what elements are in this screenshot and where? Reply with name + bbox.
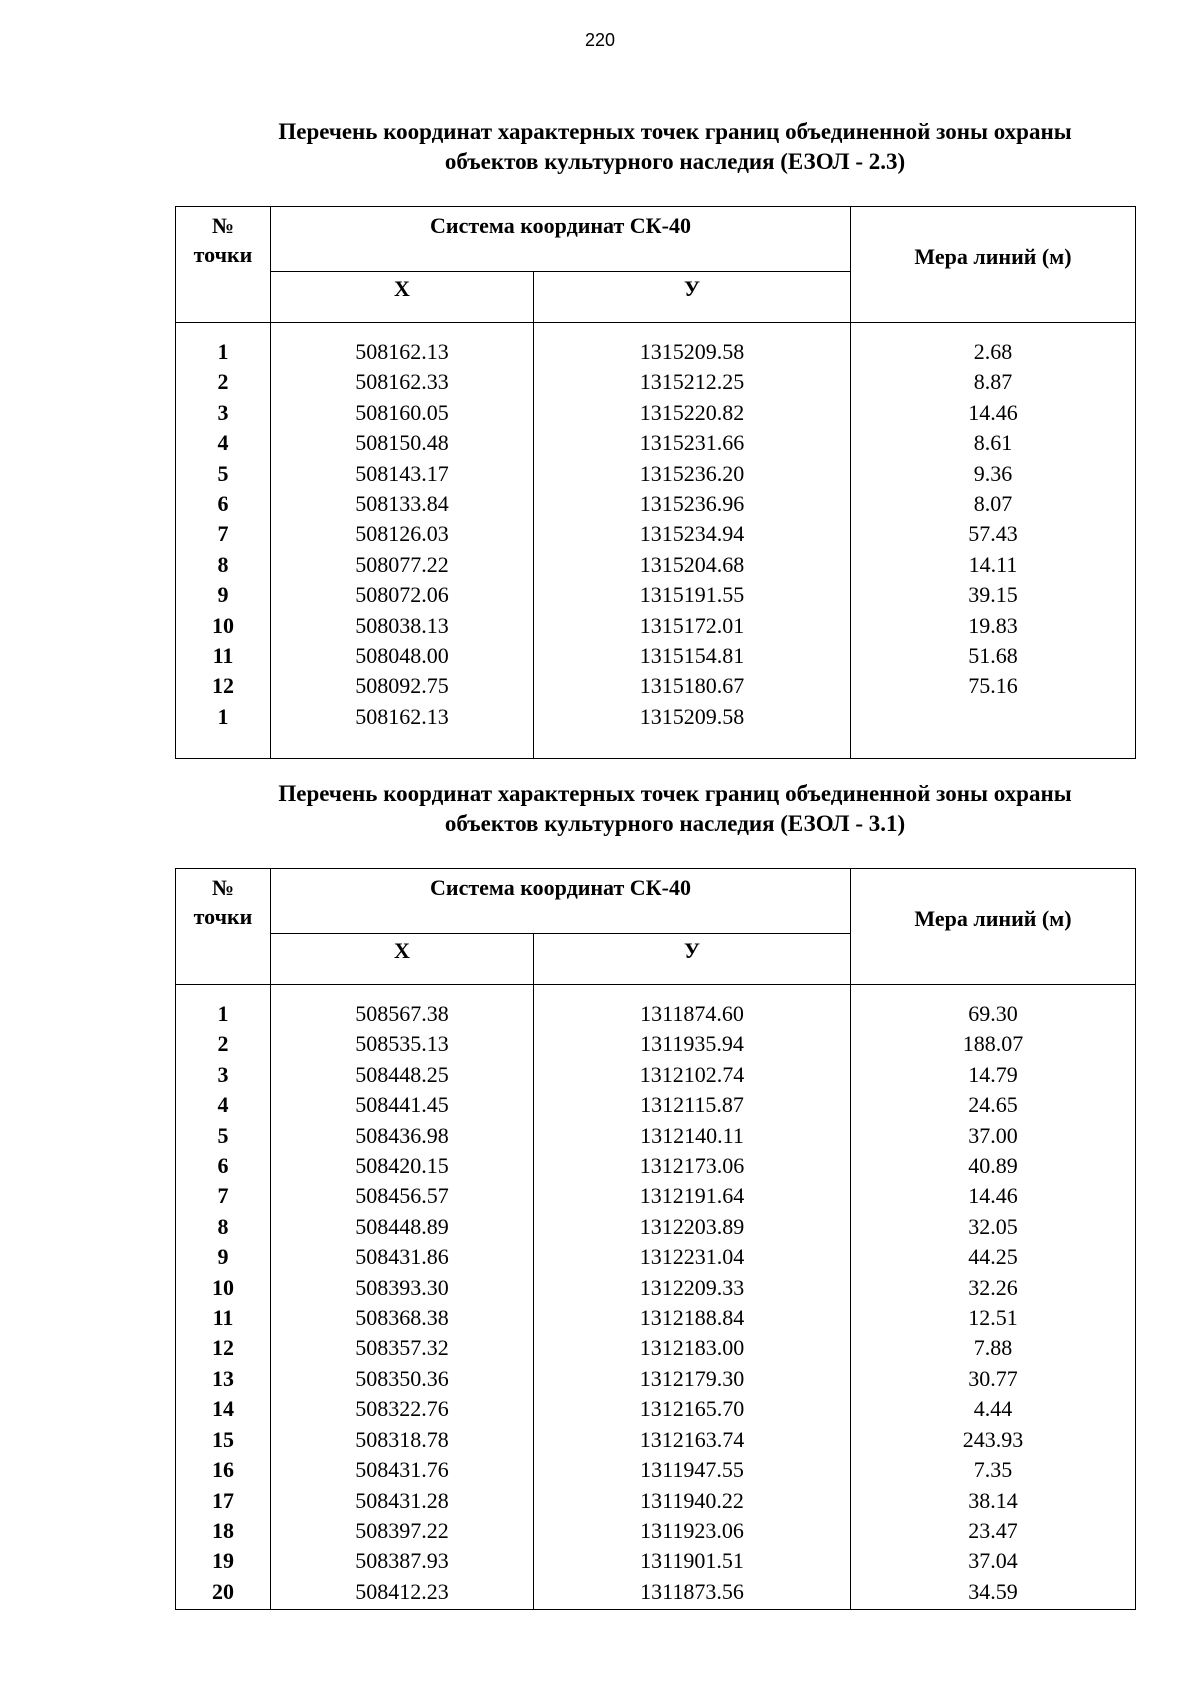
point-number-cell: 1 (176, 999, 271, 1029)
x-coordinate-cell: 508441.45 (271, 1090, 534, 1120)
y-coordinate-cell: 1311873.56 (534, 1577, 851, 1607)
table-row (176, 1516, 1136, 1546)
x-coordinate-cell: 508162.33 (271, 367, 534, 397)
header-point-number-sign: № (211, 875, 235, 900)
y-coordinate-cell: 1311947.55 (534, 1455, 851, 1485)
y-coordinate-cell: 1312179.30 (534, 1364, 851, 1394)
y-coordinate-cell: 1315180.67 (534, 671, 851, 701)
x-coordinate-cell: 508322.76 (271, 1394, 534, 1424)
point-number-cell: 12 (176, 671, 271, 701)
point-number-cell: 18 (176, 1516, 271, 1546)
point-number-cell: 11 (176, 1303, 271, 1333)
table-body (176, 323, 1136, 759)
spacer-row (176, 985, 1136, 1000)
x-coordinate-cell: 508350.36 (271, 1364, 534, 1394)
table-row (176, 1029, 1136, 1059)
tail-cell (851, 1607, 1136, 1610)
table-row (176, 1151, 1136, 1181)
x-coordinate-cell: 508387.93 (271, 1546, 534, 1576)
point-number-cell: 1 (176, 702, 271, 732)
point-number-cell: 9 (176, 1242, 271, 1272)
tail-cell (176, 1607, 271, 1610)
table-row (176, 1455, 1136, 1485)
section-title-ezol-3-1 (175, 779, 1175, 839)
x-coordinate-cell: 508368.38 (271, 1303, 534, 1333)
table-row (176, 641, 1136, 671)
table-row (176, 580, 1136, 610)
x-coordinate-cell: 508318.78 (271, 1425, 534, 1455)
line-length-cell: 7.35 (851, 1455, 1136, 1485)
line-length-cell: 8.87 (851, 367, 1136, 397)
y-coordinate-cell: 1315220.82 (534, 398, 851, 428)
point-number-cell: 7 (176, 1181, 271, 1211)
point-number-cell: 10 (176, 611, 271, 641)
y-coordinate-cell: 1312231.04 (534, 1242, 851, 1272)
x-coordinate-cell: 508150.48 (271, 428, 534, 458)
point-number-cell: 14 (176, 1394, 271, 1424)
point-number-cell: 4 (176, 428, 271, 458)
y-coordinate-cell: 1315209.58 (534, 702, 851, 732)
y-coordinate-cell: 1312140.11 (534, 1121, 851, 1151)
line-length-cell: 57.43 (851, 519, 1136, 549)
header-coordinate-system: Система координат СК-40 (271, 869, 851, 934)
y-coordinate-cell: 1312191.64 (534, 1181, 851, 1211)
point-number-cell: 16 (176, 1455, 271, 1485)
y-coordinate-cell: 1315234.94 (534, 519, 851, 549)
header-y: У (534, 933, 851, 984)
spacer-cell (851, 323, 1136, 338)
table-row (176, 1486, 1136, 1516)
header-point-number-sign: № (211, 213, 235, 238)
x-coordinate-cell: 508448.89 (271, 1212, 534, 1242)
table-row (176, 1333, 1136, 1363)
header-coordinate-system: Система координат СК-40 (271, 207, 851, 272)
line-length-cell: 37.04 (851, 1546, 1136, 1576)
table-row (176, 1546, 1136, 1576)
spacer-cell (176, 985, 271, 1000)
tail-cell (271, 732, 534, 759)
y-coordinate-cell: 1315209.58 (534, 337, 851, 367)
point-number-cell: 8 (176, 1212, 271, 1242)
table-row (176, 489, 1136, 519)
tail-cell (176, 732, 271, 759)
x-coordinate-cell: 508092.75 (271, 671, 534, 701)
x-coordinate-cell: 508412.23 (271, 1577, 534, 1607)
line-length-cell: 75.16 (851, 671, 1136, 701)
page-number: 220 (584, 30, 616, 50)
y-coordinate-cell: 1312115.87 (534, 1090, 851, 1120)
line-length-cell: 24.65 (851, 1090, 1136, 1120)
x-coordinate-cell: 508133.84 (271, 489, 534, 519)
table-row (176, 702, 1136, 732)
line-length-cell (851, 702, 1136, 732)
point-number-cell: 3 (176, 398, 271, 428)
point-number-cell: 13 (176, 1364, 271, 1394)
x-coordinate-cell: 508567.38 (271, 999, 534, 1029)
x-coordinate-cell: 508393.30 (271, 1273, 534, 1303)
coordinates-table-ezol-3-1 (175, 868, 1136, 1610)
y-coordinate-cell: 1315212.25 (534, 367, 851, 397)
coordinates-table-ezol-2-3 (175, 206, 1136, 759)
header-x: Х (271, 933, 534, 984)
section-title-ezol-2-3 (175, 117, 1175, 177)
header-line-length: Мера линий (м) (851, 207, 1136, 323)
table-row (176, 519, 1136, 549)
header-line-length: Мера линий (м) (851, 869, 1136, 985)
x-coordinate-cell: 508456.57 (271, 1181, 534, 1211)
y-coordinate-cell: 1312165.70 (534, 1394, 851, 1424)
y-coordinate-cell: 1312188.84 (534, 1303, 851, 1333)
x-coordinate-cell: 508436.98 (271, 1121, 534, 1151)
y-coordinate-cell: 1311874.60 (534, 999, 851, 1029)
y-coordinate-cell: 1315191.55 (534, 580, 851, 610)
line-length-cell: 38.14 (851, 1486, 1136, 1516)
line-length-cell: 32.26 (851, 1273, 1136, 1303)
table-row (176, 1181, 1136, 1211)
point-number-cell: 2 (176, 1029, 271, 1059)
point-number-cell: 2 (176, 367, 271, 397)
point-number-cell: 5 (176, 459, 271, 489)
y-coordinate-cell: 1312203.89 (534, 1212, 851, 1242)
line-length-cell: 19.83 (851, 611, 1136, 641)
table-row (176, 1242, 1136, 1272)
line-length-cell: 8.07 (851, 489, 1136, 519)
y-coordinate-cell: 1312163.74 (534, 1425, 851, 1455)
line-length-cell: 40.89 (851, 1151, 1136, 1181)
point-number-cell: 8 (176, 550, 271, 580)
table-row (176, 611, 1136, 641)
y-coordinate-cell: 1312173.06 (534, 1151, 851, 1181)
tail-cell (851, 732, 1136, 759)
point-number-cell: 20 (176, 1577, 271, 1607)
table-row (176, 1394, 1136, 1424)
y-coordinate-cell: 1315236.96 (534, 489, 851, 519)
point-number-cell: 6 (176, 1151, 271, 1181)
header-point-number (176, 869, 271, 985)
point-number-cell: 5 (176, 1121, 271, 1151)
spacer-cell (534, 323, 851, 338)
x-coordinate-cell: 508431.86 (271, 1242, 534, 1272)
x-coordinate-cell: 508448.25 (271, 1060, 534, 1090)
line-length-cell: 8.61 (851, 428, 1136, 458)
line-length-cell: 188.07 (851, 1029, 1136, 1059)
line-length-cell: 14.46 (851, 1181, 1136, 1211)
x-coordinate-cell: 508162.13 (271, 702, 534, 732)
y-coordinate-cell: 1311935.94 (534, 1029, 851, 1059)
y-coordinate-cell: 1312183.00 (534, 1333, 851, 1363)
tail-cell (534, 1607, 851, 1610)
line-length-cell: 23.47 (851, 1516, 1136, 1546)
x-coordinate-cell: 508431.28 (271, 1486, 534, 1516)
x-coordinate-cell: 508535.13 (271, 1029, 534, 1059)
line-length-cell: 51.68 (851, 641, 1136, 671)
y-coordinate-cell: 1312209.33 (534, 1273, 851, 1303)
line-length-cell: 14.11 (851, 550, 1136, 580)
spacer-row (176, 323, 1136, 338)
line-length-cell: 32.05 (851, 1212, 1136, 1242)
header-point-number-label: точки (193, 242, 253, 267)
line-length-cell: 4.44 (851, 1394, 1136, 1424)
y-coordinate-cell: 1311901.51 (534, 1546, 851, 1576)
y-coordinate-cell: 1315204.68 (534, 550, 851, 580)
x-coordinate-cell: 508038.13 (271, 611, 534, 641)
line-length-cell: 69.30 (851, 999, 1136, 1029)
header-y: У (534, 271, 851, 322)
point-number-cell: 11 (176, 641, 271, 671)
line-length-cell: 14.46 (851, 398, 1136, 428)
line-length-cell: 14.79 (851, 1060, 1136, 1090)
spacer-cell (851, 985, 1136, 1000)
line-length-cell: 9.36 (851, 459, 1136, 489)
section-title-line-1: Перечень координат характерных точек границ объединенной зоны охраны (278, 119, 1072, 144)
x-coordinate-cell: 508162.13 (271, 337, 534, 367)
point-number-cell: 9 (176, 580, 271, 610)
y-coordinate-cell: 1315231.66 (534, 428, 851, 458)
point-number-cell: 10 (176, 1273, 271, 1303)
x-coordinate-cell: 508048.00 (271, 641, 534, 671)
header-point-number (176, 207, 271, 323)
line-length-cell: 2.68 (851, 337, 1136, 367)
header-x: Х (271, 271, 534, 322)
tail-cell (271, 1607, 534, 1610)
point-number-cell: 1 (176, 337, 271, 367)
line-length-cell: 30.77 (851, 1364, 1136, 1394)
point-number-cell: 19 (176, 1546, 271, 1576)
table-row (176, 1577, 1136, 1607)
y-coordinate-cell: 1315236.20 (534, 459, 851, 489)
x-coordinate-cell: 508420.15 (271, 1151, 534, 1181)
table-row (176, 459, 1136, 489)
line-length-cell: 243.93 (851, 1425, 1136, 1455)
point-number-cell: 7 (176, 519, 271, 549)
section-title-line-1: Перечень координат характерных точек границ объединенной зоны охраны (278, 781, 1072, 806)
table-row (176, 337, 1136, 367)
line-length-cell: 44.25 (851, 1242, 1136, 1272)
y-coordinate-cell: 1312102.74 (534, 1060, 851, 1090)
table-row (176, 1425, 1136, 1455)
table-row (176, 367, 1136, 397)
table-row (176, 428, 1136, 458)
x-coordinate-cell: 508431.76 (271, 1455, 534, 1485)
point-number-cell: 15 (176, 1425, 271, 1455)
table-row (176, 1273, 1136, 1303)
table-row (176, 398, 1136, 428)
table-row (176, 1364, 1136, 1394)
section-title-line-2: объектов культурного наследия (ЕЗОЛ - 3.1) (444, 811, 906, 836)
table-row (176, 1060, 1136, 1090)
tail-cell (534, 732, 851, 759)
table-row (176, 999, 1136, 1029)
spacer-cell (271, 985, 534, 1000)
y-coordinate-cell: 1311940.22 (534, 1486, 851, 1516)
section-title-line-2: объектов культурного наследия (ЕЗОЛ - 2.3) (444, 149, 906, 174)
x-coordinate-cell: 508397.22 (271, 1516, 534, 1546)
table-row (176, 671, 1136, 701)
spacer-cell (176, 323, 271, 338)
x-coordinate-cell: 508126.03 (271, 519, 534, 549)
tail-row (176, 732, 1136, 759)
table-row (176, 1303, 1136, 1333)
spacer-cell (271, 323, 534, 338)
tail-row (176, 1607, 1136, 1610)
line-length-cell: 39.15 (851, 580, 1136, 610)
table-row (176, 1212, 1136, 1242)
header-point-number-label: точки (193, 904, 253, 929)
x-coordinate-cell: 508077.22 (271, 550, 534, 580)
x-coordinate-cell: 508143.17 (271, 459, 534, 489)
x-coordinate-cell: 508160.05 (271, 398, 534, 428)
point-number-cell: 4 (176, 1090, 271, 1120)
line-length-cell: 12.51 (851, 1303, 1136, 1333)
table-row (176, 1090, 1136, 1120)
y-coordinate-cell: 1315172.01 (534, 611, 851, 641)
table-body (176, 985, 1136, 1610)
table-row (176, 1121, 1136, 1151)
spacer-cell (534, 985, 851, 1000)
line-length-cell: 7.88 (851, 1333, 1136, 1363)
x-coordinate-cell: 508072.06 (271, 580, 534, 610)
point-number-cell: 12 (176, 1333, 271, 1363)
line-length-cell: 34.59 (851, 1577, 1136, 1607)
x-coordinate-cell: 508357.32 (271, 1333, 534, 1363)
point-number-cell: 3 (176, 1060, 271, 1090)
table-row (176, 550, 1136, 580)
point-number-cell: 17 (176, 1486, 271, 1516)
line-length-cell: 37.00 (851, 1121, 1136, 1151)
y-coordinate-cell: 1311923.06 (534, 1516, 851, 1546)
point-number-cell: 6 (176, 489, 271, 519)
y-coordinate-cell: 1315154.81 (534, 641, 851, 671)
